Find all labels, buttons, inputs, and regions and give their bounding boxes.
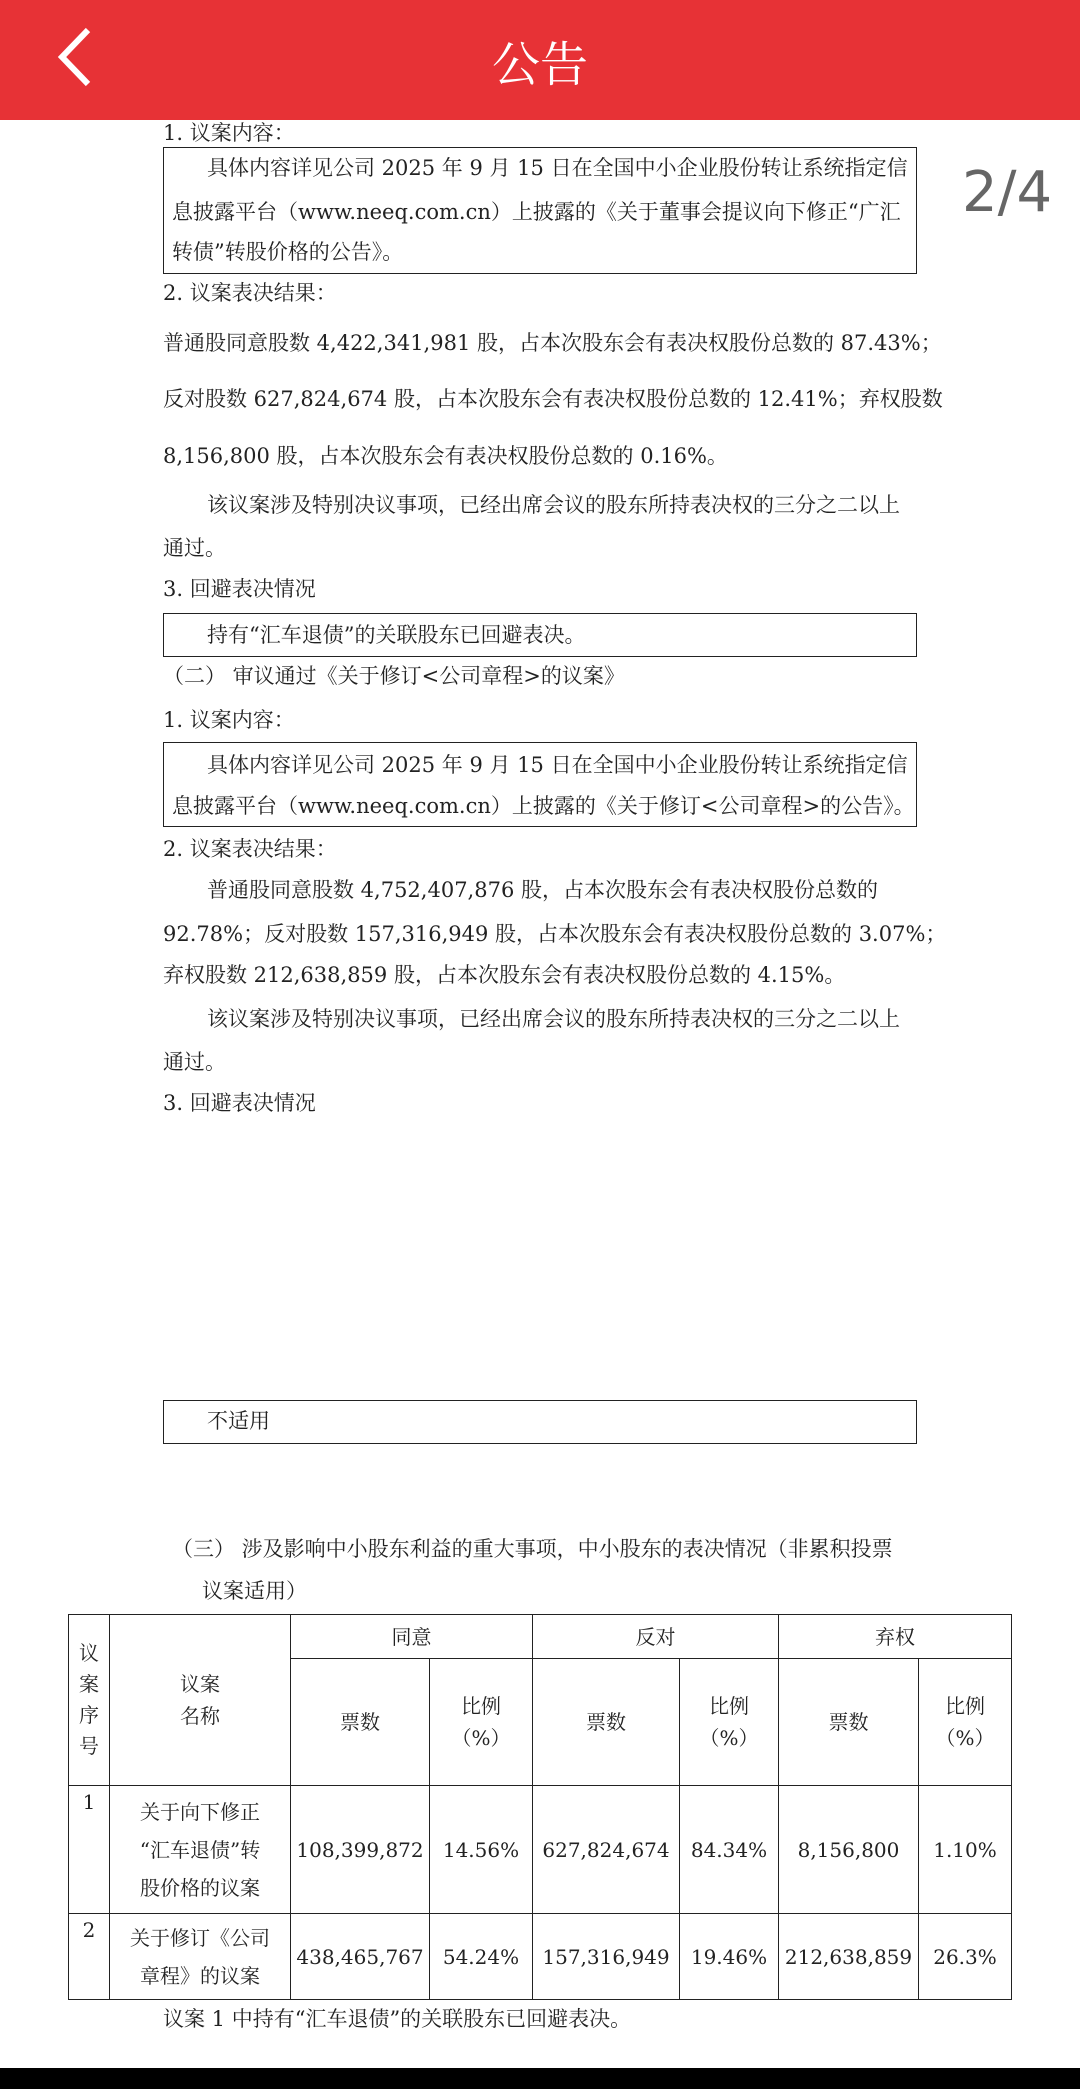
table-row <box>69 1914 1012 2000</box>
row-no: 1 <box>69 1786 110 1914</box>
cell: 26.3% <box>919 1914 1012 2000</box>
heading: 2. 议案表决结果： <box>163 837 337 861</box>
app-header <box>0 0 1080 120</box>
header-ratio: 比例 （%） <box>680 1659 779 1786</box>
footnote: 议案 1 中持有“汇车退债”的关联股东已回避表决。 <box>163 2007 632 2031</box>
row-name: 关于向下修正 “汇车退债”转 股价格的议案 <box>110 1786 291 1914</box>
text-line: 该议案涉及特别决议事项，已经出席会议的股东所持表决权的三分之二以上 <box>207 1007 900 1031</box>
header-oppose: 反对 <box>533 1615 779 1659</box>
cell: 84.34% <box>680 1786 779 1914</box>
text-line: 不适用 <box>207 1409 270 1433</box>
cell: 627,824,674 <box>533 1786 680 1914</box>
text-line: 反对股数 627,824,674 股，占本次股东会有表决权股份总数的 12.41%；弃权股数 <box>163 387 943 411</box>
section-title: （三） 涉及影响中小股东利益的重大事项，中小股东的表决情况（非累积投票 <box>172 1537 893 1561</box>
text-line: 转债”转股价格的公告》。 <box>172 240 404 264</box>
cell: 438,465,767 <box>291 1914 430 2000</box>
table-row <box>69 1786 1012 1914</box>
row-no: 2 <box>69 1914 110 2000</box>
content-box <box>163 1400 917 1444</box>
page-indicator: 2/4 <box>962 160 1053 225</box>
header-name: 议案 名称 <box>110 1615 291 1786</box>
cell: 54.24% <box>430 1914 533 2000</box>
section-title: 议案适用） <box>202 1579 307 1603</box>
text-line: 持有“汇车退债”的关联股东已回避表决。 <box>207 623 586 647</box>
text-line: 息披露平台（www.neeq.com.cn）上披露的《关于董事会提议向下修正“广汇 <box>172 200 901 224</box>
vote-table <box>68 1614 1012 2000</box>
cell: 14.56% <box>430 1786 533 1914</box>
heading: 3. 回避表决情况 <box>163 577 316 601</box>
header-votes: 票数 <box>533 1659 680 1786</box>
cell: 108,399,872 <box>291 1786 430 1914</box>
header-abstain: 弃权 <box>779 1615 1012 1659</box>
cell: 157,316,949 <box>533 1914 680 2000</box>
header-no: 议 案 序 号 <box>69 1615 110 1786</box>
text-line: 息披露平台（www.neeq.com.cn）上披露的《关于修订<公司章程>的公告》。 <box>172 794 915 818</box>
cell: 8,156,800 <box>779 1786 919 1914</box>
text-line: 普通股同意股数 4,422,341,981 股，占本次股东会有表决权股份总数的 87.43%； <box>163 331 942 355</box>
cell: 212,638,859 <box>779 1914 919 2000</box>
text-line: 具体内容详见公司 2025 年 9 月 15 日在全国中小企业股份转让系统指定信 <box>207 753 908 777</box>
section-title: （二） 审议通过《关于修订<公司章程>的议案》 <box>163 664 625 688</box>
header-ratio: 比例 （%） <box>919 1659 1012 1786</box>
text-line: 92.78%；反对股数 157,316,949 股，占本次股东会有表决权股份总数的 3.07%； <box>163 922 947 946</box>
text-line: 普通股同意股数 4,752,407,876 股，占本次股东会有表决权股份总数的 <box>207 878 878 902</box>
cell: 19.46% <box>680 1914 779 2000</box>
page-title: 公告 <box>491 37 588 93</box>
text-line: 8,156,800 股，占本次股东会有表决权股份总数的 0.16%。 <box>163 444 728 468</box>
heading: 1. 议案内容： <box>163 708 295 732</box>
heading: 1. 议案内容： <box>163 121 295 145</box>
text-line: 通过。 <box>163 1050 226 1074</box>
heading: 2. 议案表决结果： <box>163 281 337 305</box>
text-line: 具体内容详见公司 2025 年 9 月 15 日在全国中小企业股份转让系统指定信 <box>207 156 908 180</box>
heading: 3. 回避表决情况 <box>163 1091 316 1115</box>
text-line: 弃权股数 212,638,859 股，占本次股东会有表决权股份总数的 4.15%。 <box>163 963 846 987</box>
system-nav-bar <box>0 2068 1080 2089</box>
text-line: 通过。 <box>163 536 226 560</box>
header-agree: 同意 <box>291 1615 533 1659</box>
header-votes: 票数 <box>291 1659 430 1786</box>
cell: 1.10% <box>919 1786 1012 1914</box>
header-ratio: 比例 （%） <box>430 1659 533 1786</box>
row-name: 关于修订《公司 章程》的议案 <box>110 1914 291 2000</box>
text-line: 该议案涉及特别决议事项，已经出席会议的股东所持表决权的三分之二以上 <box>207 493 900 517</box>
header-votes: 票数 <box>779 1659 919 1786</box>
